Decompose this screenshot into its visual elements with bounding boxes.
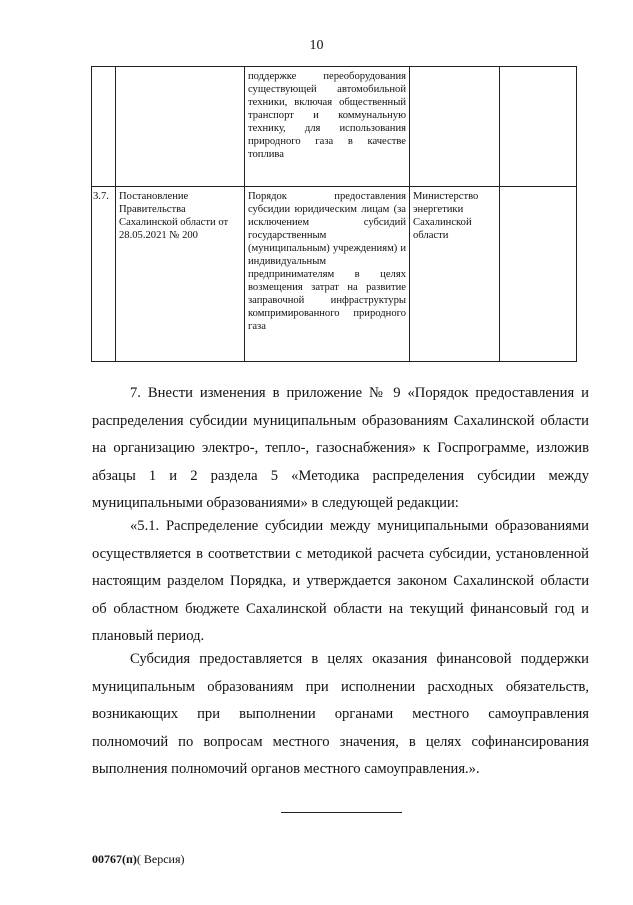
row-number-cell <box>92 67 116 187</box>
paragraph-subsidy-text: Субсидия предоставляется в целях оказания финансовой поддержки муниципальным образованиям при исполнении расходных обязательств, возникающих при выполнении органами местного самоуправления полномочий по вопросам местного значения, в целях софинансирования выполнения полномочий органов местного самоуправления.». <box>92 651 589 777</box>
document-code-number: 00767(п) <box>92 852 137 866</box>
document-cell <box>116 67 245 187</box>
executor-cell <box>410 67 500 187</box>
paragraph-5-1-text: «5.1. Распределение субсидии между муниципальными образованиями осуществляется в соответствии с методикой расчета субсидии, установленной настоящим разделом Порядка, и утверждается законом Сахалинской области об областном бюджете Сахалинской области на текущий финансовый год и плановый период. <box>92 518 589 644</box>
paragraph-5-1 <box>92 513 589 651</box>
page-number: 10 <box>309 38 324 53</box>
subject-cell: Порядок предоставления субсидии юридическим лицам (за исключением субсидий государственным (муниципальным) учреждениям) и индивидуальным предпринимателям в целях возмещения затрат на развитие заправочной инфраструктуры компримированного природного газа <box>245 187 410 362</box>
row-number-cell: 3.7. <box>92 187 116 362</box>
document-table <box>91 66 577 362</box>
paragraph-subsidy <box>92 646 589 784</box>
document-version: ( Версия) <box>136 852 185 866</box>
extra-cell <box>500 187 577 362</box>
table-row <box>92 67 577 187</box>
subject-cell: поддержке переоборудования существующей автомобильной техники, включая общественный транспорт и коммунальную технику, для использования природного газа в качестве топлива <box>245 67 410 187</box>
document-code <box>92 852 185 867</box>
extra-cell <box>500 67 577 187</box>
paragraph-7 <box>92 380 589 518</box>
footer-divider <box>281 812 402 813</box>
document-cell: Постановление Правительства Сахалинской области от 28.05.2021 № 200 <box>116 187 245 362</box>
table-row <box>92 187 577 362</box>
paragraph-7-text: 7. Внести изменения в приложение № 9 «Порядок предоставления и распределения субсидии муниципальным образованиям Сахалинской области на организацию электро-, тепло-, газоснабжения» к Госпрограмме, изложив абзацы 1 и 2 раздела 5 «Методика распределения субсидии между муниципальными образованиями» в следующей редакции: <box>92 385 589 511</box>
executor-cell: Министерство энергетики Сахалинской области <box>410 187 500 362</box>
